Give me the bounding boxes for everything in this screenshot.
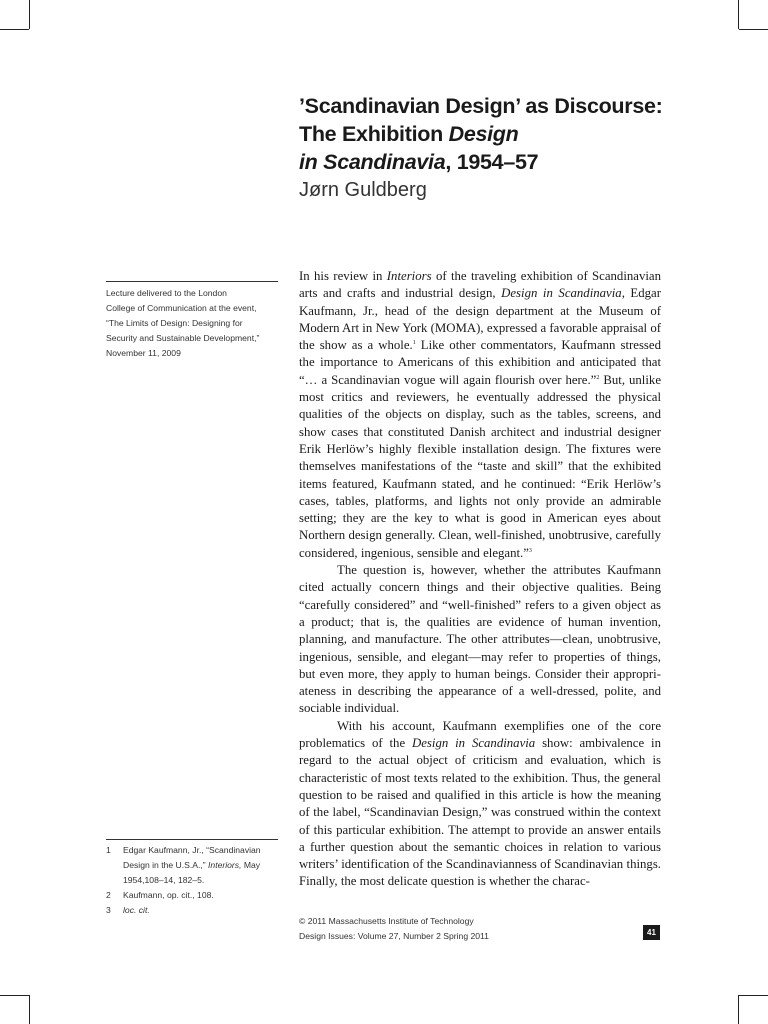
footnote-italic: loc. cit. — [123, 905, 150, 915]
body-paragraph-1 — [299, 268, 661, 562]
footnote-item — [106, 888, 278, 903]
body-text: But, unlike most critics and reviewers, he eventually addressed the physical qualities of the objects on display, such as the tables, screens, and show cases that constituted Danish architect and industrial designer Erik Herlöw’s highly flexible installation design. The fixtures were themselves manifestations of the “taste and skill” that the exhibited items featured, Kaufmann stated, and he continued: “Erik Herlöw’s cases, tables, platforms, and lights not only provide an admirable setting; they are the key to what is good in American eyes about Northern design generally. Clean, well-finished, unobtrusive, carefully considered, ingenious, sensible and elegant.” — [299, 372, 661, 560]
body-text: In his review in — [299, 269, 387, 283]
sidebar-note-line: College of Communication at the event, — [106, 303, 257, 313]
title-italic-text: in Scandinavia — [299, 150, 446, 174]
crop-mark-top-right-h — [739, 29, 768, 30]
crop-mark-top-left-v — [29, 0, 30, 29]
page-number: 41 — [643, 925, 660, 940]
footnote-item — [106, 843, 278, 888]
article-title-line-2 — [299, 120, 679, 148]
body-paragraph-2: The question is, however, whether the attributes Kaufmann cited actually concern things and their objective qualities. Being “carefully considered” and “well-finished” refers to a given object as a product; that is, the qualities are evidence of human invention, planning, and manufacture. The other attributes—clean, unobtrusive, ingenious, sensible, and elegant—may refer to properties of things, but even more, they apply to human beings. Consider their appropri-ateness in describing the appearance of a well-dressed, polite, and sociable individual. — [299, 563, 661, 716]
footnote-text — [123, 843, 278, 888]
footnote-text-part: May 1954,108–14, 182–5. — [123, 860, 261, 885]
footnote-item — [106, 903, 278, 918]
copyright-line: © 2011 Massachusetts Institute of Technology — [299, 916, 474, 926]
article-body — [299, 268, 661, 891]
article-title-line-1: ’Scandinavian Design’ as Discourse: — [299, 94, 663, 118]
footnotes — [106, 843, 278, 918]
body-text: Like other commentators, Kaufmann stressed the importance to Americans of this exhibition and anticipated that “… a Scandinavian vogue will again flourish over here.” — [299, 338, 661, 387]
crop-mark-bottom-left-h — [0, 995, 29, 996]
footnote-italic: Interiors, — [208, 860, 242, 870]
article-author: Jørn Guldberg — [299, 179, 427, 201]
footnote-ref[interactable]: 1 — [412, 340, 416, 347]
article-header — [299, 92, 679, 204]
body-text: show: ambivalence in regard to the actual object of criticism and evaluation, which is characteristic of most texts related to the exhibition. Thus, the general question to be raised and qualified in this article is how the meaning of the label, “Scandinavian Design,” was construed within the context of this particular exhibition. The attempt to provide an answer entails a further question about the semantic choices in relation to various writers’ identification of the Scandinavianness of Scandinavian things. Finally, the most delicate question is whether the charac- — [299, 736, 661, 889]
footnotes-rule — [106, 839, 278, 840]
crop-mark-top-right-v — [738, 0, 739, 29]
sidebar-note-line: “The Limits of Design: Designing for — [106, 318, 243, 328]
footnote-text-part: Edgar Kaufmann, Jr., “Scandinavian Design in the U.S.A.,” — [123, 845, 261, 870]
sidebar-note-line: Lecture delivered to the London — [106, 288, 227, 298]
body-text: With his account, Kaufmann exemplifies one of the core problematics of the — [299, 718, 661, 751]
footnote-text — [123, 903, 278, 918]
title-text: The Exhibition — [299, 122, 449, 146]
exhibition-title: Design in Scandinavia — [412, 736, 536, 751]
footnote-text — [123, 888, 278, 903]
publication-title: Interiors — [386, 269, 432, 283]
footnote-ref[interactable]: 3 — [528, 547, 532, 554]
crop-mark-bottom-left-v — [29, 995, 30, 1024]
body-text: of the traveling exhibition of Scandinavian arts and crafts and industrial design, — [299, 269, 661, 301]
footnote-number: 2 — [106, 890, 111, 900]
footnote-number: 1 — [106, 845, 111, 855]
exhibition-title: Design in Scandinavia — [501, 286, 622, 301]
sidebar-note-line: Security and Sustainable Development,” — [106, 333, 260, 343]
crop-mark-bottom-right-h — [739, 995, 768, 996]
title-italic-text: Design — [448, 122, 519, 146]
sidebar-note-line: November 11, 2009 — [106, 348, 181, 358]
crop-mark-top-left-h — [0, 29, 29, 30]
footnote-number: 3 — [106, 905, 111, 915]
title-text: , 1954–57 — [445, 150, 539, 174]
page-footer — [299, 914, 661, 943]
body-paragraph-3 — [299, 718, 661, 891]
sidebar-note-rule — [106, 281, 278, 282]
footnote-ref[interactable]: 2 — [596, 374, 600, 381]
body-text: , Edgar Kaufmann, Jr., head of the design department at the Museum of Modern Art in New York (MOMA), expressed a favorable appraisal of the show as a whole. — [299, 286, 661, 353]
crop-mark-bottom-right-v — [738, 995, 739, 1024]
footnote-text-part: Kaufmann, op. cit., 108. — [123, 890, 214, 900]
article-title-line-3 — [299, 148, 679, 176]
journal-line: Design Issues: Volume 27, Number 2 Spring 2011 — [299, 930, 489, 941]
sidebar-note — [106, 286, 278, 361]
